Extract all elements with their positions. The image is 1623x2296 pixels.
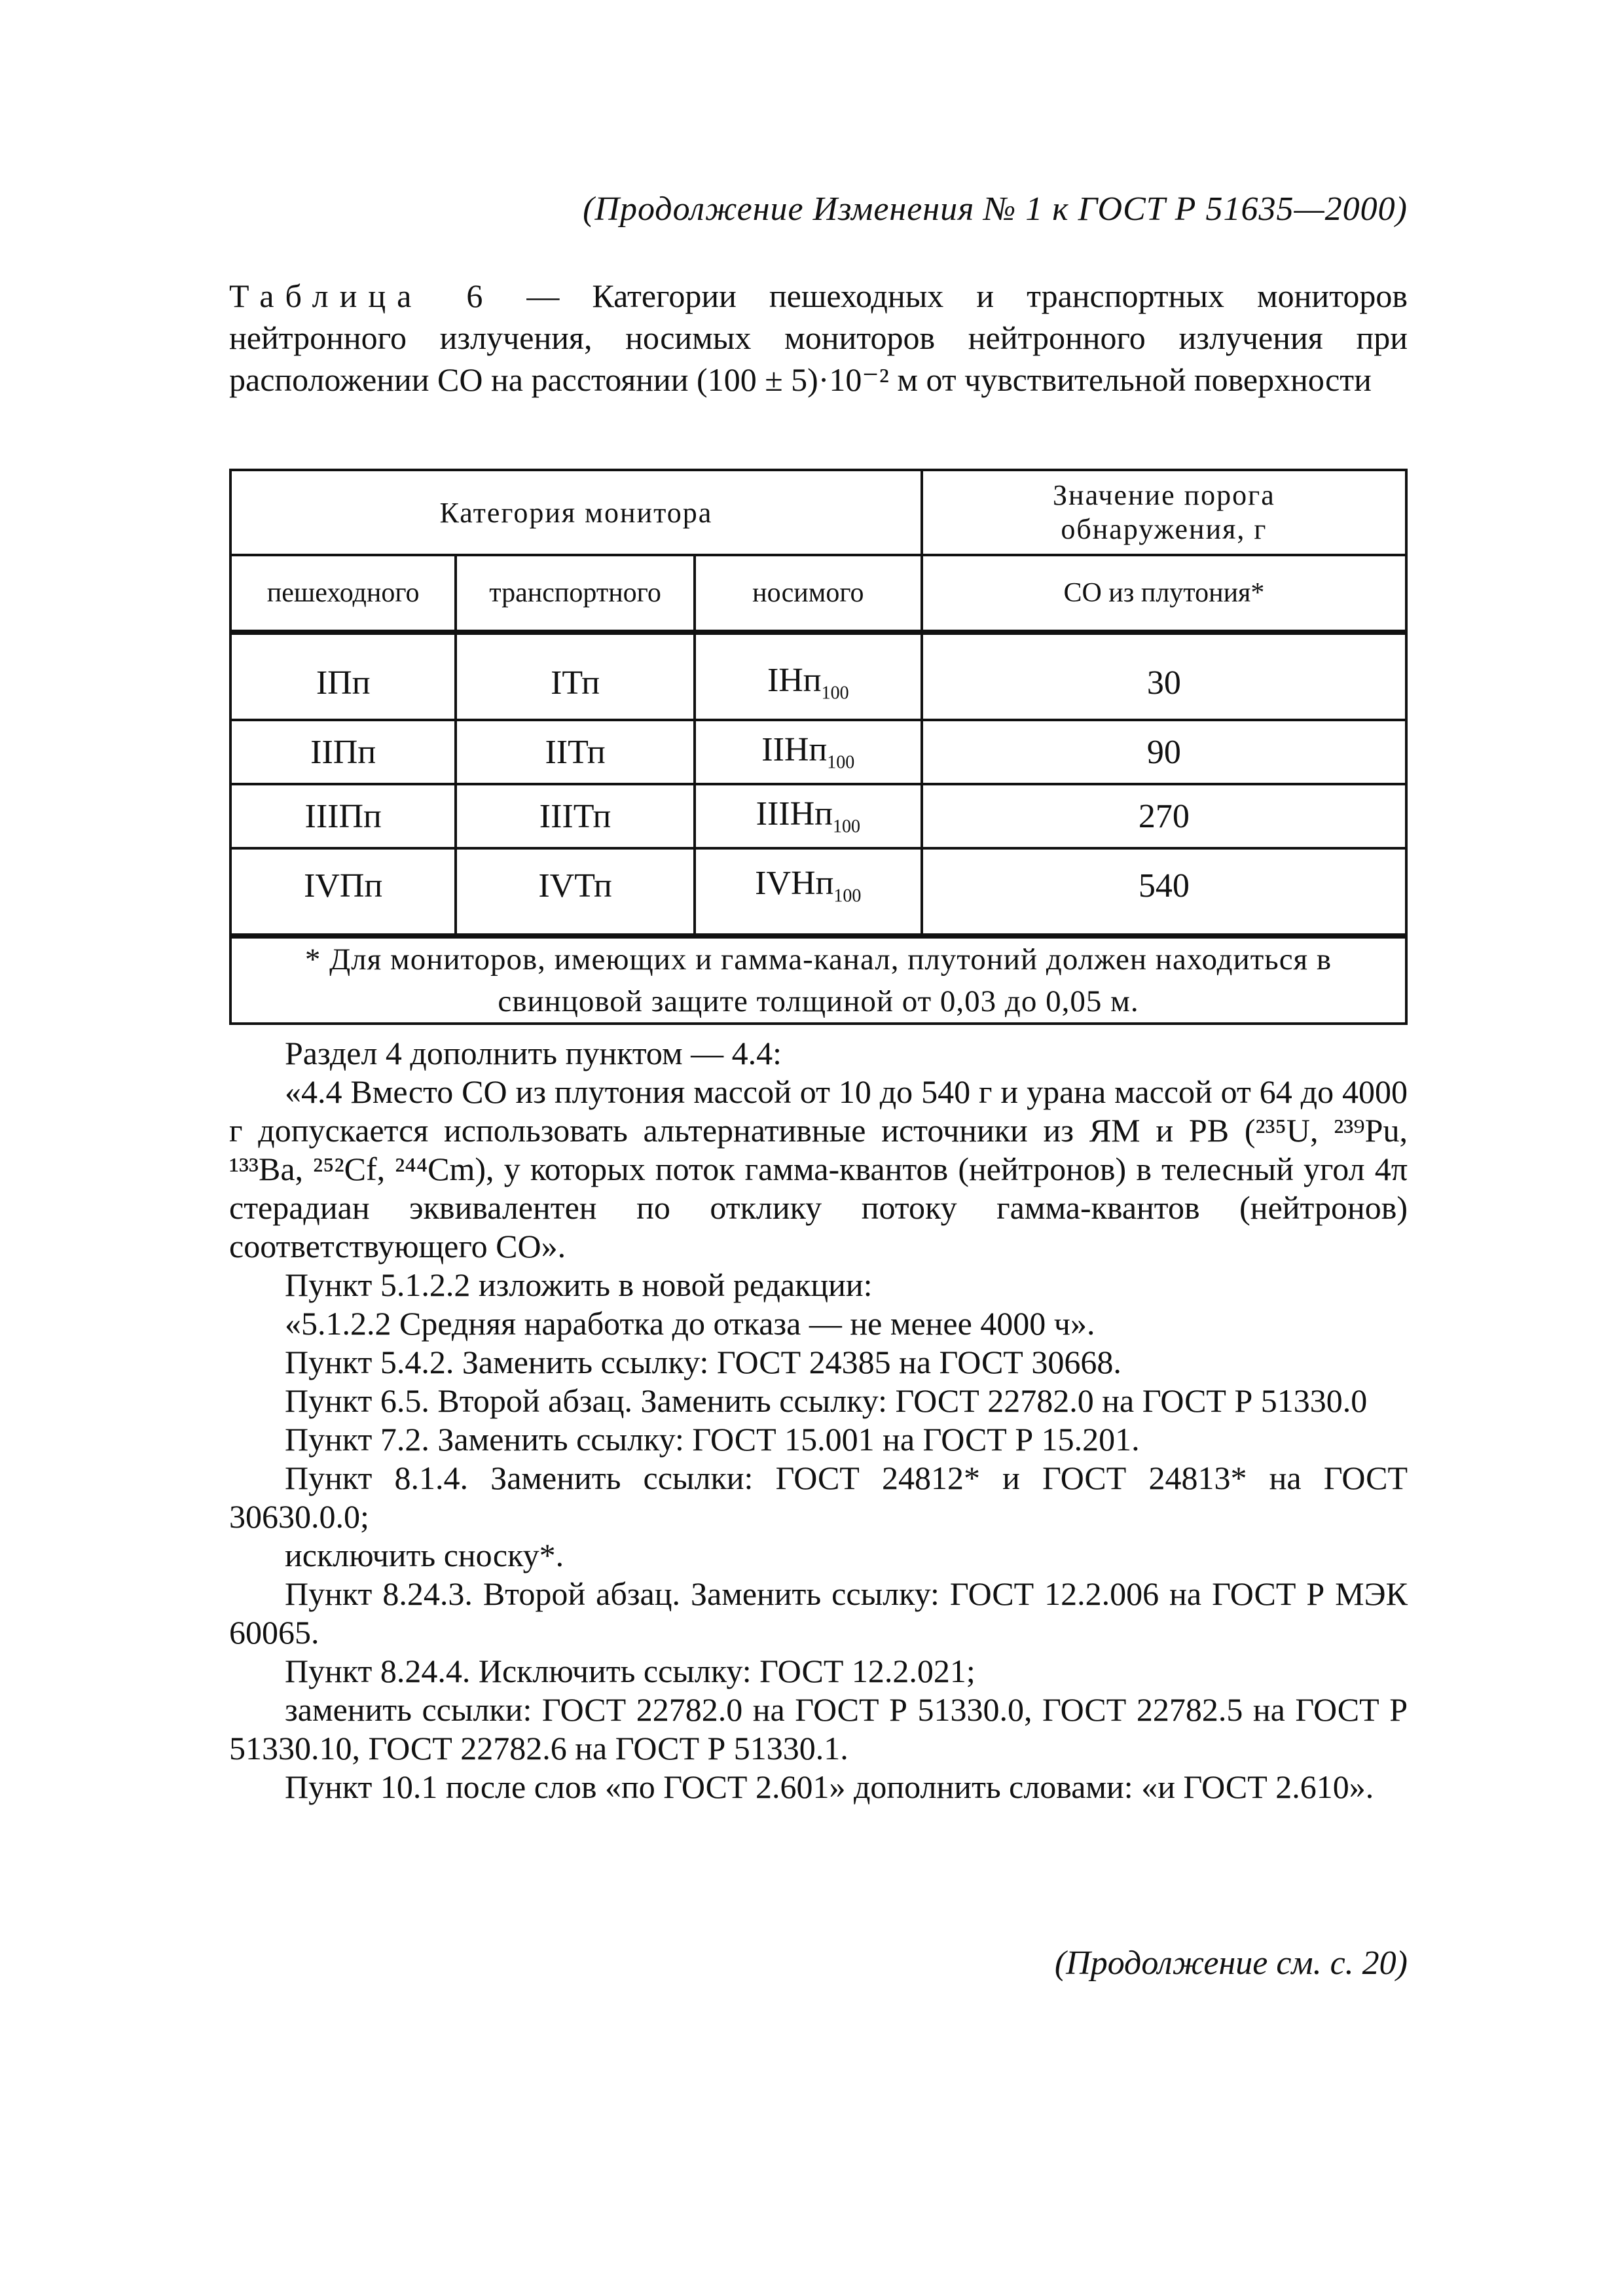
table-caption xyxy=(229,275,1408,401)
table-row xyxy=(230,634,1406,720)
cell-wearable xyxy=(695,784,922,848)
paragraph: Пункт 8.1.4. Заменить ссылки: ГОСТ 24812* и ГОСТ 24813* на ГОСТ 30630.0.0; xyxy=(229,1460,1408,1535)
cell-wearable-sub: 100 xyxy=(821,683,849,704)
cell-transport: IVТп xyxy=(456,848,694,935)
paragraph: Раздел 4 дополнить пунктом — 4.4: xyxy=(285,1035,782,1071)
cell-value: 30 xyxy=(922,634,1406,720)
cell-value: 90 xyxy=(922,720,1406,784)
paragraph: Пункт 8.24.3. Второй абзац. Заменить ссылку: ГОСТ 12.2.006 на ГОСТ Р МЭК 60065. xyxy=(229,1575,1408,1651)
cell-wearable-text: IНп xyxy=(767,662,822,700)
subheader-pedestrian: пешеходного xyxy=(230,555,456,631)
cell-wearable-sub: 100 xyxy=(832,816,860,837)
cell-pedestrian: IIIПп xyxy=(230,784,456,848)
subheader-wearable: носимого xyxy=(695,555,922,631)
paragraph: Пункт 10.1 после слов «по ГОСТ 2.601» дополнить словами: «и ГОСТ 2.610». xyxy=(285,1768,1374,1805)
cell-transport: IТп xyxy=(456,634,694,720)
table-row xyxy=(230,720,1406,784)
table-caption-lead: Таблица 6 xyxy=(229,278,494,314)
cell-wearable-text: IIНп xyxy=(761,731,828,769)
cell-wearable-sub: 100 xyxy=(827,752,855,773)
cell-wearable xyxy=(695,720,922,784)
cell-wearable-text: IVНп xyxy=(755,865,834,903)
table-header-row xyxy=(230,470,1406,555)
subheader-transport: транспортного xyxy=(456,555,694,631)
monitor-categories-table xyxy=(229,469,1408,1025)
paragraph: Пункт 5.4.2. Заменить ссылку: ГОСТ 24385 на ГОСТ 30668. xyxy=(285,1344,1122,1380)
subheader-plutonium: СО из плутония* xyxy=(922,555,1406,631)
cell-wearable xyxy=(695,848,922,935)
paragraph: Пункт 7.2. Заменить ссылку: ГОСТ 15.001 на ГОСТ Р 15.201. xyxy=(285,1421,1140,1458)
table-footnote: * Для мониторов, имеющих и гамма-канал, плутоний должен находиться в свинцовой защите толщиной от 0,03 до 0,05 м. xyxy=(230,937,1406,1024)
document-page xyxy=(229,0,1408,2296)
paragraph: Пункт 8.24.4. Исключить ссылку: ГОСТ 12.2.021; xyxy=(285,1653,976,1689)
page-header: (Продолжение Изменения № 1 к ГОСТ Р 51635—2000) xyxy=(583,190,1408,228)
table-row xyxy=(230,784,1406,848)
table-footnote-row xyxy=(230,937,1406,1024)
cell-value: 270 xyxy=(922,784,1406,848)
cell-wearable-sub: 100 xyxy=(833,886,862,906)
paragraph: исключить сноску*. xyxy=(285,1537,564,1573)
cell-wearable xyxy=(695,634,922,720)
paragraph: Пункт 5.1.2.2 изложить в новой редакции: xyxy=(285,1266,873,1303)
cell-pedestrian: IПп xyxy=(230,634,456,720)
table-row xyxy=(230,848,1406,935)
cell-pedestrian: IIПп xyxy=(230,720,456,784)
paragraph: «4.4 Вместо СО из плутония массой от 10 до 540 г и урана массой от 64 до 4000 г допускается использовать альтернативные источники из ЯМ и РВ (²³⁵U, ²³⁹Pu, ¹³³Ba, ²⁵²Cf, ²⁴⁴Cm), у которых поток гамма-квантов (нейтронов) в телесный угол 4π стерадиан эквивалентен по отклику потоку гамма-квантов (нейтронов) соответствующего СО». xyxy=(229,1073,1408,1265)
page-footer: (Продолжение см. с. 20) xyxy=(1054,1945,1408,1982)
header-threshold-text: Значение порога обнаружения, г xyxy=(1053,479,1275,545)
paragraph: Пункт 6.5. Второй абзац. Заменить ссылку: ГОСТ 22782.0 на ГОСТ Р 51330.0 xyxy=(285,1382,1368,1419)
paragraph: заменить ссылки: ГОСТ 22782.0 на ГОСТ Р 51330.0, ГОСТ 22782.5 на ГОСТ Р 51330.10, ГОСТ 22782.6 на ГОСТ Р 51330.1. xyxy=(229,1691,1408,1767)
amendment-text xyxy=(229,1034,1408,1806)
table-caption-text: — Категории пешеходных и транспортных мониторов нейтронного излучения, носимых мониторов нейтронного излучения при расположении СО на расстоянии (100 ± 5)·10⁻² м от чувствительной поверхности xyxy=(229,278,1408,398)
cell-pedestrian: IVПп xyxy=(230,848,456,935)
paragraph: «5.1.2.2 Средняя наработка до отказа — не менее 4000 ч». xyxy=(285,1305,1095,1342)
cell-transport: IIТп xyxy=(456,720,694,784)
cell-wearable-text: IIIНп xyxy=(756,795,833,833)
cell-transport: IIIТп xyxy=(456,784,694,848)
header-monitor-category: Категория монитора xyxy=(230,470,922,555)
table-subheader-row xyxy=(230,555,1406,631)
header-threshold xyxy=(922,470,1406,555)
cell-value: 540 xyxy=(922,848,1406,935)
